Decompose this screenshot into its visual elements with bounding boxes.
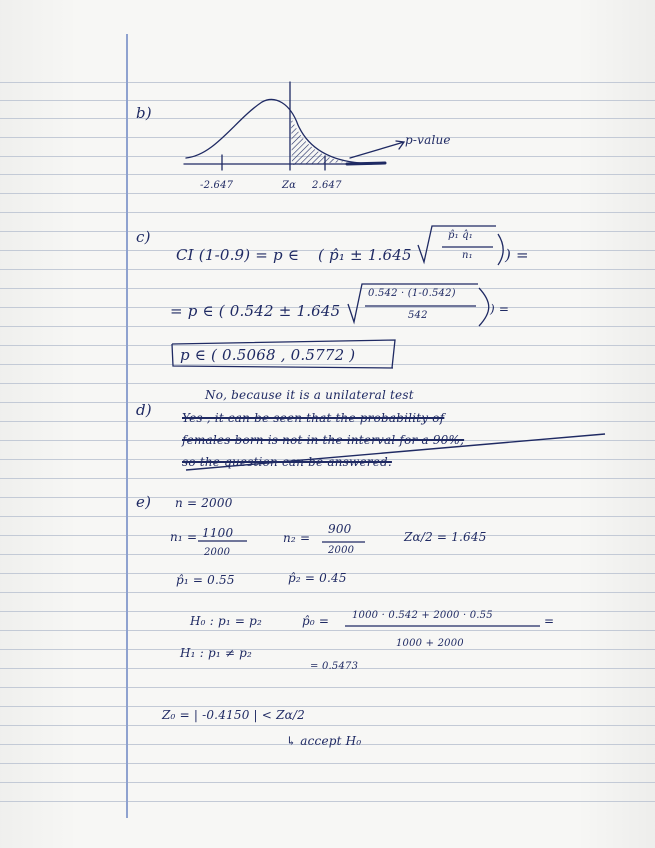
sample-size: n = 2000 bbox=[175, 496, 233, 510]
z-alpha-label: Zα bbox=[282, 180, 297, 191]
ci-formula-term: ( p̂₁ ± 1.645 bbox=[318, 246, 412, 264]
p1-hat: p̂₁ = 0.55 bbox=[176, 573, 235, 587]
p0-hat-label: p̂₀ = bbox=[302, 614, 330, 628]
alt-hypothesis: H₁ : p₁ ≠ p₂ bbox=[180, 646, 253, 660]
null-hypothesis: H₀ : p₁ = p₂ bbox=[190, 614, 263, 628]
part-e-label: e) bbox=[136, 493, 152, 511]
shaded-tail bbox=[291, 117, 345, 165]
p0-denominator: 1000 + 2000 bbox=[396, 638, 464, 649]
part-c-label: c) bbox=[136, 228, 151, 246]
p0-value: = 0.5473 bbox=[310, 661, 359, 672]
ci-substitution-numerator: 0.542 · (1-0.542) bbox=[368, 288, 456, 299]
answer-d-line3: so the question can be answered. bbox=[182, 455, 392, 469]
ci-sqrt-denominator: n₁ bbox=[462, 250, 473, 261]
ci-substitution-start: = p ∈ ( 0.542 ± 1.645 bbox=[170, 302, 341, 320]
pvalue-label: p-value bbox=[405, 133, 451, 147]
n1-label: n₁ = bbox=[170, 530, 198, 544]
n1-denominator: 2000 bbox=[204, 547, 231, 558]
left-tick-label: -2.647 bbox=[200, 180, 234, 191]
answer-d-line1: Yes , it can be seen that the probability of bbox=[182, 411, 445, 425]
pvalue-arrow bbox=[350, 141, 404, 158]
ci-formula-end: ) = bbox=[505, 246, 529, 264]
p2-hat: p̂₂ = 0.45 bbox=[288, 571, 347, 585]
normal-curve-sketch bbox=[184, 82, 404, 170]
n2-label: n₂ = bbox=[283, 531, 311, 545]
ci-sqrt-numerator: p̂₁ q̂₁ bbox=[448, 230, 473, 241]
part-d-label: d) bbox=[136, 401, 152, 419]
n1-numerator: 1100 bbox=[202, 526, 234, 540]
answer-d-line2: females born is not in the interval for a 90%, bbox=[182, 433, 465, 447]
n2-denominator: 2000 bbox=[328, 545, 355, 556]
p0-equals: = bbox=[544, 614, 555, 628]
z0-statistic: Z₀ = | -0.4150 | < Zα/2 bbox=[162, 708, 305, 722]
ci-formula-lhs: CI (1-0.9) = p ∈ bbox=[176, 246, 300, 264]
z-alpha-half: Zα/2 = 1.645 bbox=[404, 530, 487, 544]
right-tick-label: 2.647 bbox=[312, 180, 342, 191]
conclusion: ↳ accept H₀ bbox=[286, 734, 362, 748]
p0-numerator: 1000 · 0.542 + 2000 · 0.55 bbox=[352, 610, 493, 621]
curve-path bbox=[186, 100, 360, 163]
ci-substitution-denominator: 542 bbox=[408, 310, 428, 321]
n2-numerator: 900 bbox=[328, 522, 352, 536]
ci-substitution-end: ) = bbox=[490, 302, 510, 316]
answer-d-line0: No, because it is a unilateral test bbox=[205, 388, 414, 402]
ci-result: p ∈ ( 0.5068 , 0.5772 ) bbox=[180, 346, 356, 364]
part-b-label: b) bbox=[136, 104, 152, 122]
